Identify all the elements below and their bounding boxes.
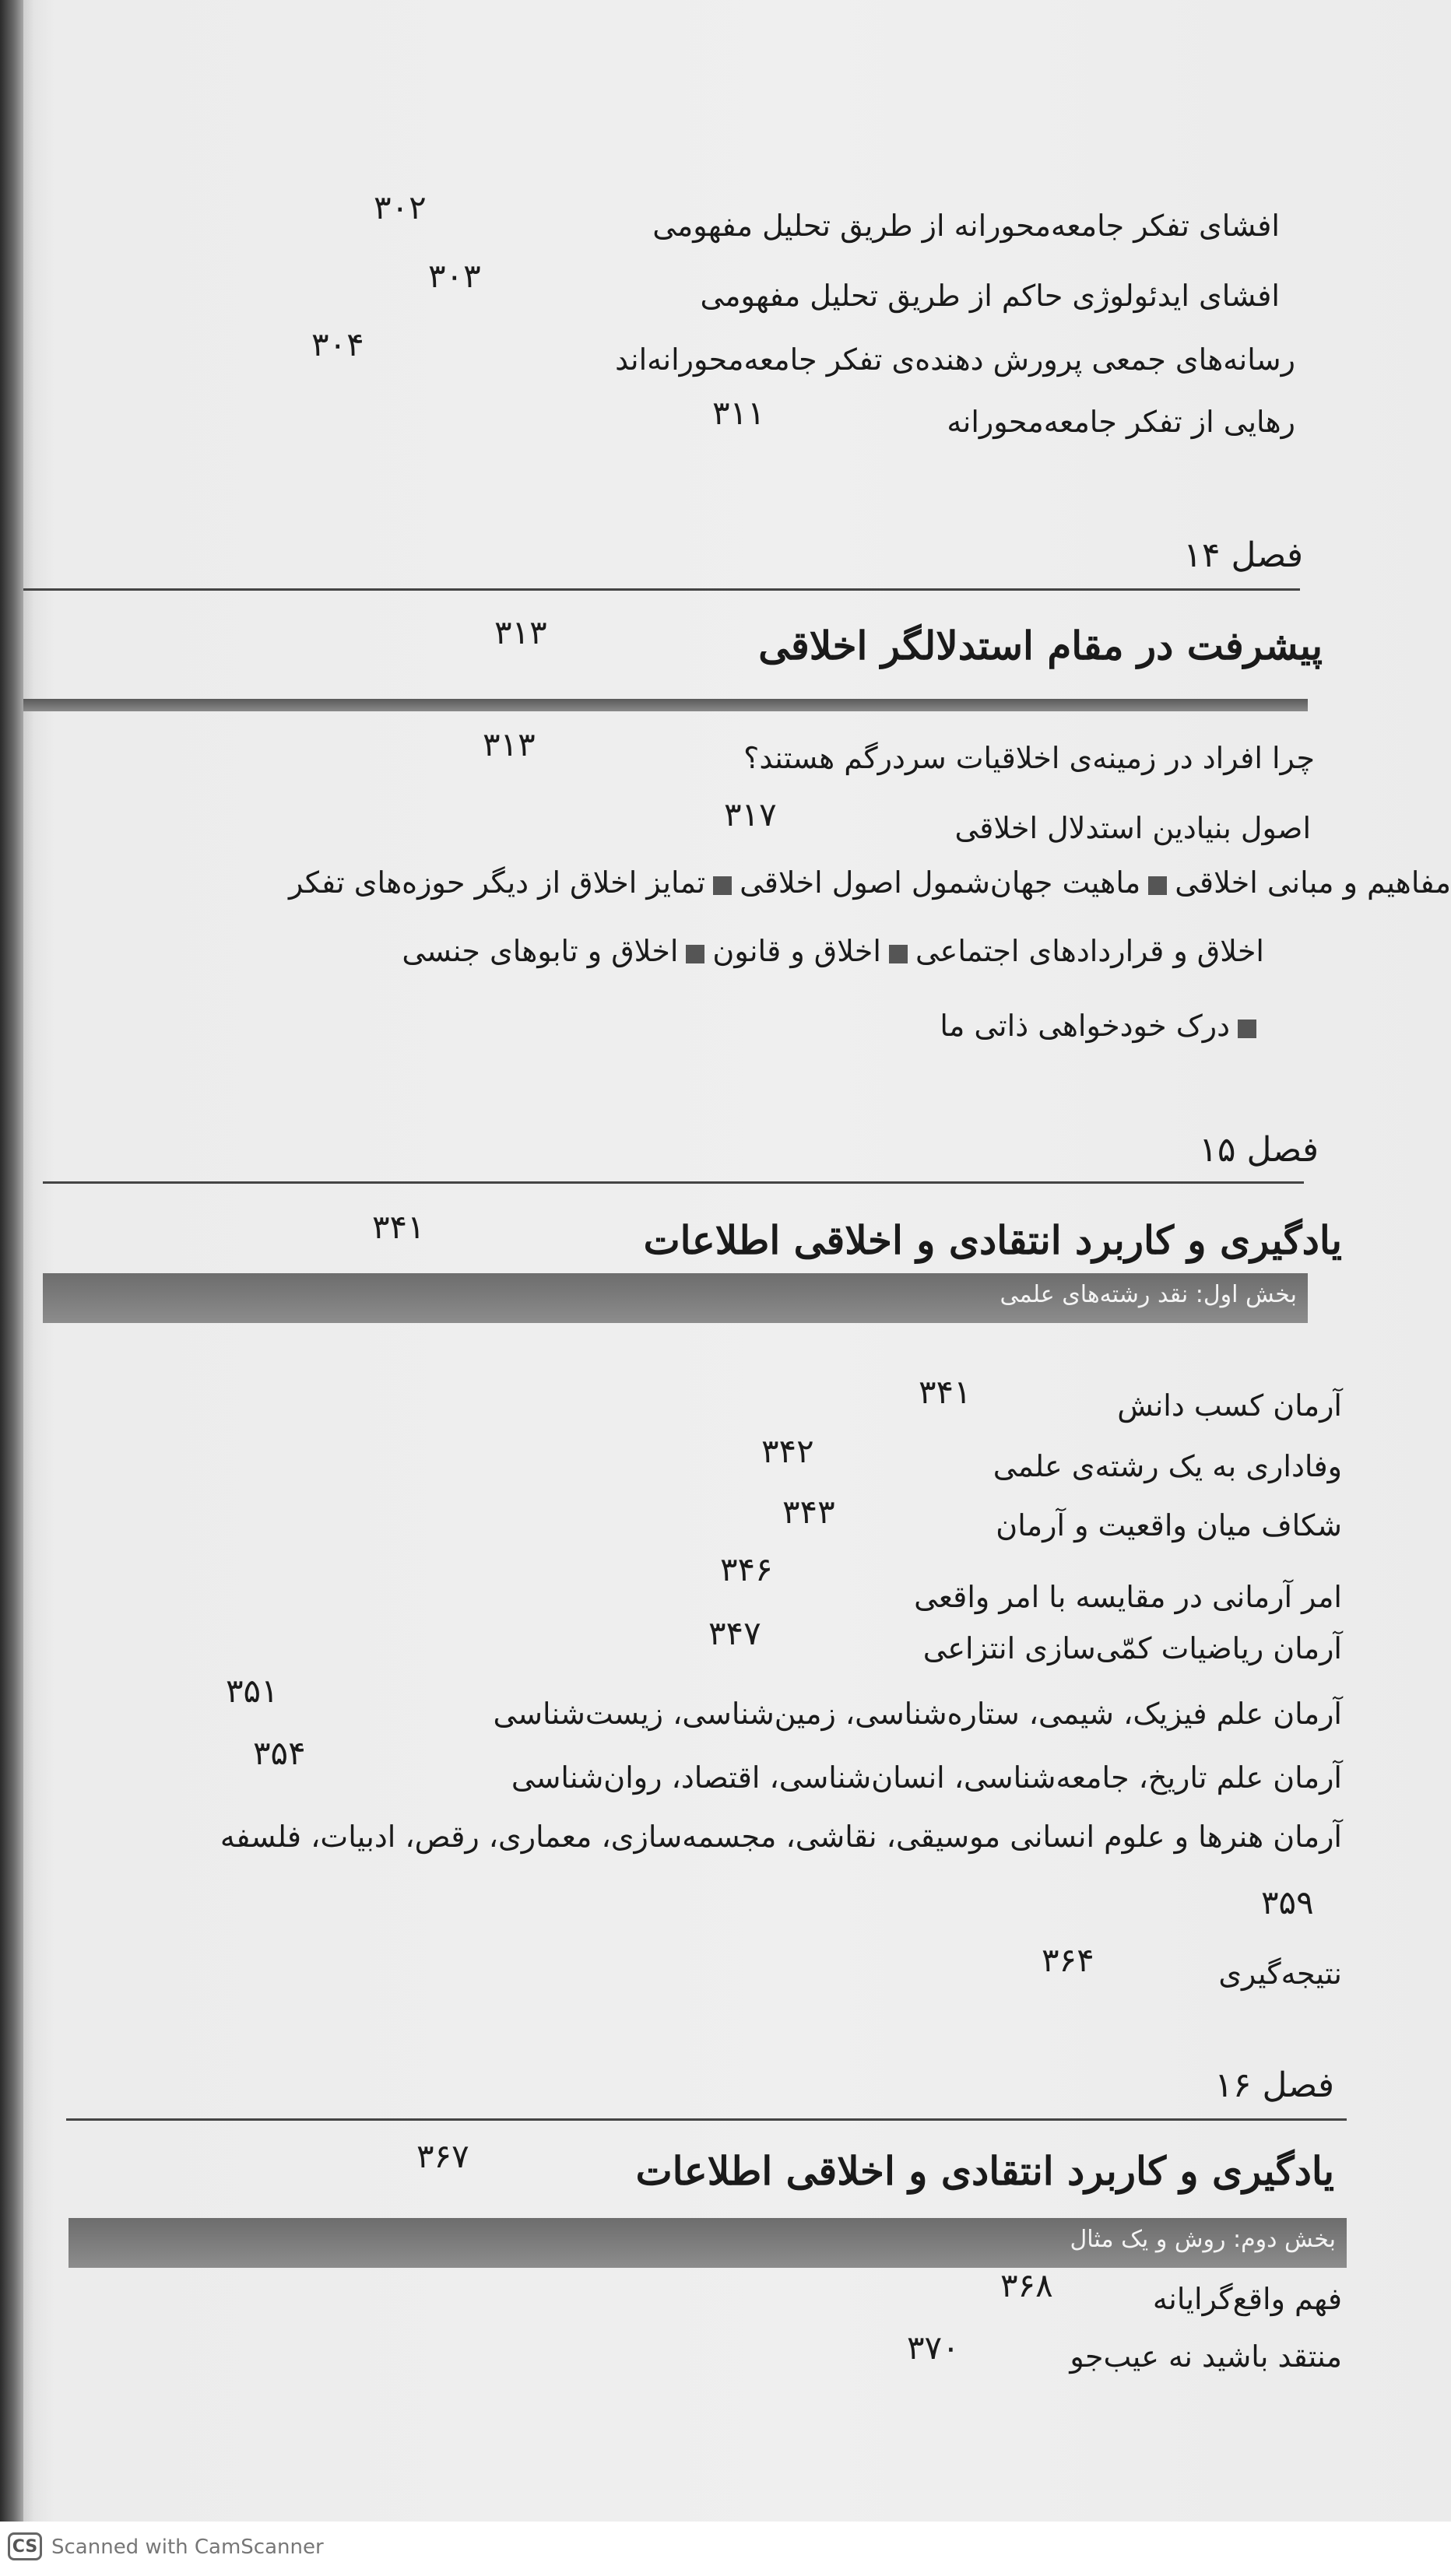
- square-bullet-icon: [1238, 1020, 1256, 1038]
- toc-page-number: ۳۵۱: [226, 1672, 279, 1710]
- toc-entry: آرمان کسب دانش: [1117, 1388, 1342, 1423]
- toc-page-number: ۳۴۷: [708, 1614, 761, 1652]
- chapter-title: یادگیری و کاربرد انتقادی و اخلاقی اطلاعات: [643, 1217, 1342, 1263]
- book-spine-shadow: [0, 0, 23, 2522]
- toc-page-number: ۳۰۴: [311, 325, 364, 363]
- toc-entry: آرمان هنرها و علوم انسانی موسیقی، نقاشی، مجسمه‌سازی، معماری، رقص، ادبیات، فلسفه: [220, 1820, 1342, 1854]
- toc-entry: رسانه‌های جمعی پرورش دهنده‌ی تفکر جامعه‌محورانه‌اند: [615, 342, 1295, 377]
- topic-item: اخلاق و تابوهای جنسی: [402, 934, 679, 968]
- chapter-label: فصل ۱۴: [1183, 535, 1303, 575]
- chapter-title-bar: [23, 699, 1308, 711]
- toc-page-number: ۳۴۳: [782, 1493, 835, 1531]
- toc-entry: افشای تفکر جامعه‌محورانه از طریق تحلیل مفهومی: [652, 209, 1280, 243]
- toc-page-number: ۳۵۴: [253, 1734, 306, 1772]
- topic-item: تمایز اخلاق از دیگر حوزه‌های تفکر: [288, 865, 706, 900]
- chapter-divider: [66, 2118, 1347, 2121]
- chapter-title: یادگیری و کاربرد انتقادی و اخلاقی اطلاعات: [635, 2148, 1334, 2194]
- chapter-page-number: ۳۶۷: [416, 2137, 469, 2175]
- toc-entry: وفاداری به یک رشته‌ی علمی: [993, 1449, 1342, 1483]
- topic-item: مفاهیم و مبانی اخلاقی: [1175, 865, 1451, 900]
- toc-entry: رهایی از تفکر جامعه‌محورانه: [947, 405, 1295, 439]
- toc-page-number: ۳۵۹: [1261, 1883, 1314, 1921]
- topic-item: اخلاق و قراردادهای اجتماعی: [915, 934, 1264, 968]
- part-header-label: بخش دوم: روش و یک مثال: [1070, 2226, 1336, 2253]
- part-header-label: بخش اول: نقد رشته‌های علمی: [1000, 1281, 1297, 1308]
- square-bullet-icon: [889, 945, 908, 963]
- toc-page-number: ۳۷۰: [907, 2329, 960, 2367]
- toc-entry: منتقد باشید نه عیب‌جو: [1070, 2339, 1342, 2374]
- part-header-band: [69, 2218, 1347, 2268]
- topics-line: [402, 934, 1264, 968]
- scanner-watermark-text: Scanned with CamScanner: [51, 2536, 324, 2559]
- toc-entry: فهم واقع‌گرایانه: [1152, 2282, 1342, 2316]
- toc-entry: آرمان علم تاریخ، جامعه‌شناسی، انسان‌شناسی، اقتصاد، روان‌شناسی: [511, 1760, 1342, 1795]
- toc-entry: افشای ایدئولوژی حاکم از طریق تحلیل مفهومی: [700, 279, 1280, 313]
- square-bullet-icon: [713, 876, 732, 895]
- toc-page-number: ۳۱۷: [724, 795, 777, 834]
- square-bullet-icon: [686, 945, 704, 963]
- camscanner-logo-icon: CS: [8, 2532, 42, 2560]
- chapter-divider: [43, 1181, 1304, 1184]
- toc-entry: چرا افراد در زمینه‌ی اخلاقیات سردرگم هستند؟: [743, 741, 1315, 775]
- toc-entry: شکاف میان واقعیت و آرمان: [996, 1508, 1342, 1542]
- chapter-page-number: ۳۱۳: [494, 613, 547, 651]
- toc-page-number: ۳۰۳: [428, 257, 481, 295]
- topics-line: [31, 865, 1451, 900]
- topic-item: درک خودخواهی ذاتی ما: [940, 1009, 1230, 1043]
- toc-entry: آرمان علم فیزیک، شیمی، ستاره‌شناسی، زمین‌شناسی، زیست‌شناسی: [493, 1697, 1342, 1731]
- chapter-divider: [23, 588, 1300, 591]
- chapter-label: فصل ۱۶: [1214, 2065, 1334, 2105]
- toc-page-number: ۳۴۶: [720, 1550, 773, 1588]
- toc-page-number: ۳۱۳: [483, 725, 536, 763]
- toc-entry: آرمان ریاضیات کمّی‌سازی انتزاعی: [922, 1631, 1342, 1665]
- toc-page-number: ۳۶۴: [1042, 1941, 1094, 1979]
- toc-page-number: ۳۰۲: [374, 188, 427, 226]
- chapter-page-number: ۳۴۱: [372, 1208, 425, 1246]
- toc-page-number: ۳۶۸: [1000, 2266, 1053, 2304]
- topic-item: ماهیت جهان‌شمول اصول اخلاقی: [740, 865, 1141, 900]
- part-header-band: [43, 1273, 1308, 1323]
- toc-entry: اصول بنیادین استدلال اخلاقی: [954, 811, 1311, 845]
- chapter-title: پیشرفت در مقام استدلالگر اخلاقی: [758, 623, 1323, 669]
- square-bullet-icon: [1148, 876, 1167, 895]
- toc-page-number: ۳۱۱: [712, 394, 765, 432]
- toc-entry: امر آرمانی در مقایسه با امر واقعی: [914, 1580, 1342, 1614]
- toc-page-number: ۳۴۱: [919, 1373, 971, 1411]
- chapter-label: فصل ۱۵: [1199, 1130, 1319, 1170]
- topics-line: [940, 1009, 1264, 1043]
- toc-entry: نتیجه‌گیری: [1218, 1957, 1342, 1991]
- topic-item: اخلاق و قانون: [712, 934, 881, 968]
- toc-page-number: ۳۴۲: [761, 1432, 814, 1470]
